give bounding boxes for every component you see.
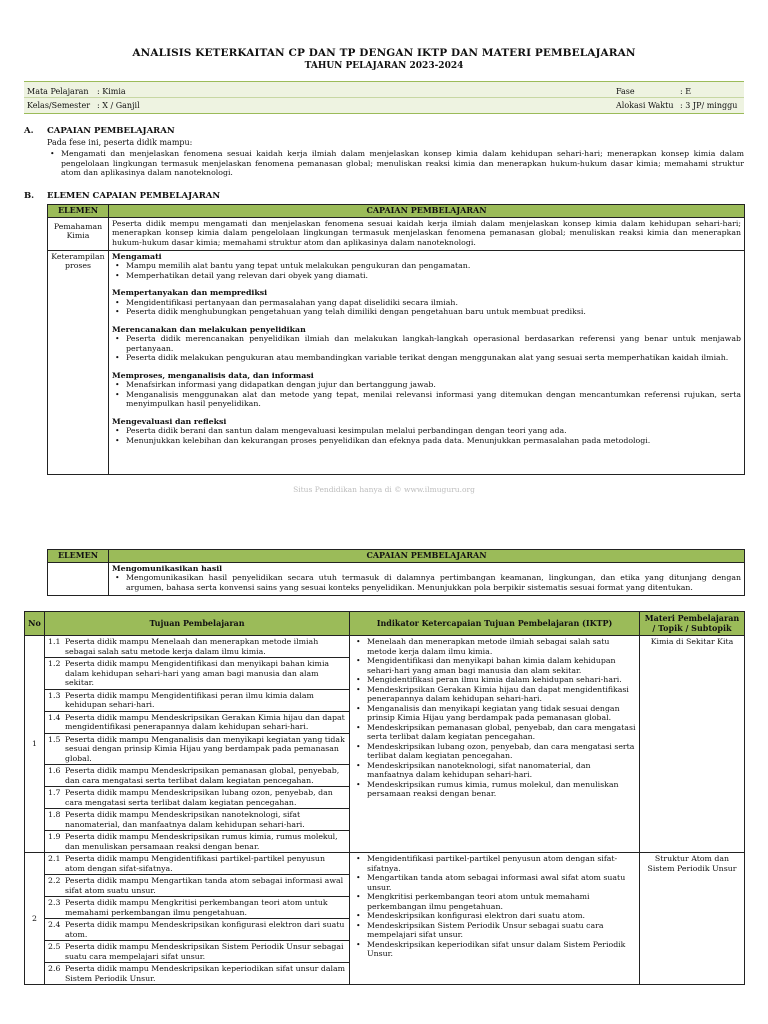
iktp-list [353, 854, 636, 959]
watermark: Situs Pendidikan hanya di © www.ilmuguru.org [293, 485, 475, 494]
group-list [112, 261, 741, 280]
group-item: • Mampu memilih alat bantu yang tepat untuk melakukan pengukuran dan pengamatan. [112, 261, 741, 271]
group-item: • Menganalisis menggunakan alat dan metode yang tepat, menilai relevansi informasi yang ditemukan dengan mencantumkan referensi rujukan, serta menyimpulkan hasil penyelidikan. [112, 390, 741, 409]
iktp-item: • Mengidentifikasi dan menyikapi bahan kimia dalam kehidupan sehari-hari yang aman bagi manusia dan alam sekitar. [353, 656, 636, 675]
cp-header: CAPAIAN PEMBELAJARAN [109, 205, 745, 218]
tp-item-number: 1.7 [48, 788, 61, 797]
tp-item-text: Peserta didik mampu Menganalisis dan menyikapi kegiatan yang tidak sesuai dengan prinsip Kimia Hijau yang berdampak pada pemanasan global. [65, 734, 345, 763]
group-title: Merencanakan dan melakukan penyelidikan [112, 324, 306, 334]
iktp-item: • Mengartikan tanda atom sebagai informasi awal sifat atom suatu unsur. [353, 873, 636, 892]
kelas-label: Kelas/Semester [27, 101, 91, 110]
iktp-item: • Mendeskripsikan rumus kimia, rumus molekul, dan menuliskan persamaan reaksi dengan benar. [353, 780, 636, 799]
group-title: Mengevaluasi dan refleksi [112, 416, 227, 426]
section-b-letter: B. [24, 191, 35, 201]
komunikasi-title: Mengomunikasikan hasil [112, 563, 223, 573]
mapel-label: Mata Pelajaran [27, 87, 89, 96]
group-list [112, 380, 741, 409]
tp-cell [45, 853, 350, 985]
group-item: • Menafsirkan informasi yang didapatkan dengan jujur dan bertanggung jawab. [112, 380, 741, 390]
tp-item [45, 690, 349, 712]
tp-item-text: Peserta didik mampu Mendeskripsikan rumus kimia, rumus molekul, dan menuliskan persamaan reaksi dengan benar. [65, 832, 338, 851]
tp-item [45, 787, 349, 809]
kelas-value: : X / Ganjil [97, 101, 140, 110]
tp-item [45, 831, 349, 852]
elemen-empty-cell [48, 562, 109, 595]
elemen-table [47, 204, 745, 475]
tp-item-number: 1.9 [48, 832, 61, 841]
komunikasi-item: • Mengomunikasikan hasil penyelidikan secara utuh termasuk di dalamnya pertimbangan keamanan, lingkungan, dan etika yang ditunjang dengan argumen, bahasa serta konvensi sains yang sesuai konteks penyelidikan. Menunjukkan pola berpikir sistematis sesuai format yang ditentukan. [112, 573, 741, 592]
elemen-table-2 [47, 549, 745, 596]
tp-item-text: Peserta didik mampu Mengkritisi perkembangan teori atom untuk memahami perkembangan ilmu pengetahuan. [65, 898, 328, 917]
alokasi-label: Alokasi Waktu [616, 101, 674, 110]
pemahaman-text: Peserta didik mempu mengamati dan menjelaskan fenomena sesuai kaidah kerja ilmiah dalam menjelaskan konsep kimia dalam kehidupan sehari-hari; menerapkan konsep kimia dalam pengelolaan lingkungan termasuk menjelaskan fenomena pemanasan global; menuliskan reaksi kimia dan menerapkan hukum-hukum dasar kimia; memahami struktur atom dan aplikasinya dalam nanoteknologi. [109, 217, 745, 250]
group-item: • Menunjukkan kelebihan dan kekurangan proses penyelidikan dan efeknya pada data. Menunjukkan permasalahan pada metodologi. [112, 436, 741, 446]
tp-item-number: 1.3 [48, 690, 61, 700]
tp-item-text: Peserta didik mampu Mendeskripsikan Sistem Periodik Unsur sebagai suatu cara mempelajari sifat unsur. [65, 942, 344, 961]
tp-item [45, 809, 349, 831]
section-a-list [47, 149, 744, 178]
iktp-item: • Menganalisis dan menyikapi kegiatan yang tidak sesuai dengan prinsip Kimia Hijau yang berdampak pada pemanasan global. [353, 704, 636, 723]
tp-item-text: Peserta didik mampu Mengidentifikasi peran ilmu kimia dalam kehidupan sehari-hari. [65, 690, 314, 709]
tp-row [25, 636, 745, 853]
tp-item [45, 636, 349, 658]
tp-item-number: 1.6 [48, 766, 61, 775]
tp-item-text: Peserta didik mampu Mengidentifikasi dan menyikapi bahan kimia dalam kehidupan sehari-hari yang aman bagi manusia dan alam sekitar. [65, 659, 330, 687]
tp-header: Tujuan Pembelajaran [45, 612, 350, 636]
tp-item-text: Peserta didik mampu Mendeskripsikan konfigurasi elektron dari suatu atom. [65, 920, 345, 939]
iktp-item: • Mengidentifikasi peran ilmu kimia dalam kehidupan sehari-hari. [353, 675, 636, 685]
tp-item [45, 941, 349, 963]
iktp-item: • Mendeskripsikan nanoteknologi, sifat nanomaterial, dan manfaatnya dalam kehidupan sehari-hari. [353, 761, 636, 780]
tp-item [45, 853, 349, 875]
iktp-item: • Mendeskripsikan lubang ozon, penyebab, dan cara mengatasi serta terlibat dalam kegiatan pencegahan. [353, 742, 636, 761]
tp-item-number: 2.5 [48, 942, 61, 951]
info-box [24, 81, 744, 114]
tp-item-text: Peserta didik mampu Mendeskripsikan lubang ozon, penyebab, dan cara mengatasi serta terlibat dalam kegiatan pencegahan. [65, 788, 333, 807]
mapel-value: : Kimia [97, 87, 126, 96]
group-item: • Mengidentifikasi pertanyaan dan permasalahan yang dapat diselidiki secara ilmiah. [112, 298, 741, 308]
iktp-item: • Mendeskripsikan pemanasan global, penyebab, dan cara mengatasi serta terlibat dalam kegiatan pencegahan. [353, 723, 636, 742]
group-title: Mengamati [112, 251, 162, 261]
materi-cell: Kimia di Sekitar Kita [640, 636, 745, 853]
group-item: • Peserta didik merencanakan penyelidikan ilmiah dan melakukan langkah-langkah operasional berdasarkan referensi yang benar untuk menjawab pertanyaan. [112, 334, 741, 353]
pemahaman-label: Pemahaman Kimia [48, 217, 109, 250]
section-b-title: ELEMEN CAPAIAN PEMBELAJARAN [47, 191, 221, 201]
fase-label: Fase [616, 87, 635, 96]
section-a-letter: A. [24, 126, 34, 136]
iktp-list [353, 637, 636, 799]
iktp-header: Indikator Ketercapaian Tujuan Pembelajaran (IKTP) [350, 612, 640, 636]
cp-header-2: CAPAIAN PEMBELAJARAN [109, 550, 745, 563]
iktp-item: • Mengidentifikasi partikel-partikel penyusun atom dengan sifat-sifatnya. [353, 854, 636, 873]
group-title: Mempertanyakan dan memprediksi [112, 288, 268, 298]
tp-table [24, 611, 745, 985]
tp-item [45, 919, 349, 941]
group-item: • Peserta didik melakukan pengukuran atau membandingkan variable terikat dengan menggunakan alat yang sesuai serta memperhatikan kaidah ilmiah. [112, 353, 741, 363]
document-title: ANALISIS KETERKAITAN CP DAN TP DENGAN IKTP DAN MATERI PEMBELAJARAN [132, 47, 636, 59]
iktp-item: • Mendeskripsikan keperiodikan sifat unsur dalam Sistem Periodik Unsur. [353, 940, 636, 959]
tp-row [25, 853, 745, 985]
keterampilan-cell [109, 250, 745, 474]
section-a-title: CAPAIAN PEMBELAJARAN [47, 126, 175, 136]
tp-item [45, 963, 349, 984]
fase-value: : E [680, 87, 692, 96]
group-item: • Memperhatikan detail yang relevan dari obyek yang diamati. [112, 271, 741, 281]
tp-item-number: 1.4 [48, 712, 61, 722]
tp-item-text: Peserta didik mampu Mendeskripsikan nanoteknologi, sifat nanomaterial, dan manfaatnya dalam kehidupan sehari-hari. [65, 810, 305, 829]
tp-item-text: Peserta didik mampu Mendeskripsikan keperiodikan sifat unsur dalam Sistem Periodik Unsur. [65, 964, 346, 983]
iktp-cell [350, 853, 640, 985]
alokasi-value: : 3 JP/ minggu [680, 101, 738, 110]
tp-item-number: 2.2 [48, 876, 61, 885]
group-list [112, 298, 741, 317]
group-title: Memproses, menganalisis data, dan informasi [112, 370, 314, 380]
iktp-cell [350, 636, 640, 853]
tp-item-text: Peserta didik mampu Mengidentifikasi partikel-partikel penyusun atom dengan sifat-sifatnya. [65, 854, 325, 873]
iktp-item: • Mengkritisi perkembangan teori atom untuk memahami perkembangan ilmu pengetahuan. [353, 892, 636, 911]
tp-item [45, 658, 349, 690]
section-a-bullet: • Mengamati dan menjelaskan fenomena sesuai kaidah kerja ilmiah dalam menjelaskan konsep kimia dalam kehidupan sehari-hari; menerapkan konsep kimia dalam pengelolaan lingkungan termasuk menjelaskan fenomena pemanasan global; menuliskan reaksi kimia dan menerapkan hukum-hukum dasar kimia; memahami struktur atom dan aplikasinya dalam nanoteknologi. [47, 149, 744, 178]
group-item: • Peserta didik berani dan santun dalam mengevaluasi kesimpulan melalui perbandingan dengan teori yang ada. [112, 426, 741, 436]
tp-item [45, 897, 349, 919]
row-number: 1 [25, 636, 45, 853]
tp-item [45, 734, 349, 766]
materi-cell: Struktur Atom dan Sistem Periodik Unsur [640, 853, 745, 985]
tp-item-number: 2.1 [48, 854, 61, 863]
tp-item [45, 875, 349, 897]
iktp-item: • Menelaah dan menerapkan metode ilmiah sebagai salah satu metode kerja dalam ilmu kimia. [353, 637, 636, 656]
komunikasi-cell [109, 562, 745, 595]
tp-item [45, 765, 349, 787]
section-a-intro: Pada fese ini, peserta didik mampu: [47, 138, 193, 147]
iktp-item: • Mendeskripsikan konfigurasi elektron dari suatu atom. [353, 911, 636, 921]
tp-item-text: Peserta didik mampu Mendeskripsikan pemanasan global, penyebab, dan cara mengatasi serta terlibat dalam kegiatan pencegahan. [65, 766, 340, 785]
tp-item-text: Peserta didik mampu Mendeskripsikan Gerakan Kimia hijau dan dapat mengidentifikasi penerapannya dalam kehidupan sehari-hari. [65, 712, 345, 731]
tp-item-text: Peserta didik mampu Mengartikan tanda atom sebagai informasi awal sifat atom suatu unsur. [65, 876, 344, 895]
group-item: • Peserta didik menghubungkan pengetahuan yang telah dimiliki dengan pengetahuan baru untuk membuat prediksi. [112, 307, 741, 317]
group-list [112, 426, 741, 445]
tp-item-number: 2.6 [48, 964, 61, 973]
tp-item-text: Peserta didik mampu Menelaah dan menerapkan metode ilmiah sebagai salah satu metode kerja dalam ilmu kimia. [65, 637, 319, 656]
no-header: No [25, 612, 45, 636]
iktp-item: • Mendeskripsikan Gerakan Kimia hijau dan dapat mengidentifikasi penerapannya dalam kehidupan sehari-hari. [353, 685, 636, 704]
tp-item-number: 1.5 [48, 734, 61, 744]
tp-cell [45, 636, 350, 853]
tp-item [45, 712, 349, 734]
materi-header: Materi Pembelajaran / Topik / Subtopik [640, 612, 745, 636]
tp-item-number: 2.3 [48, 898, 61, 907]
row-number: 2 [25, 853, 45, 985]
elemen-header-2: ELEMEN [48, 550, 109, 563]
keterampilan-label: Keterampilan proses [48, 250, 109, 474]
tp-item-number: 1.8 [48, 810, 61, 819]
tp-item-number: 1.2 [48, 659, 61, 668]
tp-item-number: 2.4 [48, 920, 61, 929]
document-subtitle: TAHUN PELAJARAN 2023-2024 [304, 61, 464, 71]
group-list [112, 334, 741, 363]
iktp-item: • Mendeskripsikan Sistem Periodik Unsur sebagai suatu cara mempelajari sifat unsur. [353, 921, 636, 940]
tp-item-number: 1.1 [48, 637, 61, 646]
elemen-header: ELEMEN [48, 205, 109, 218]
